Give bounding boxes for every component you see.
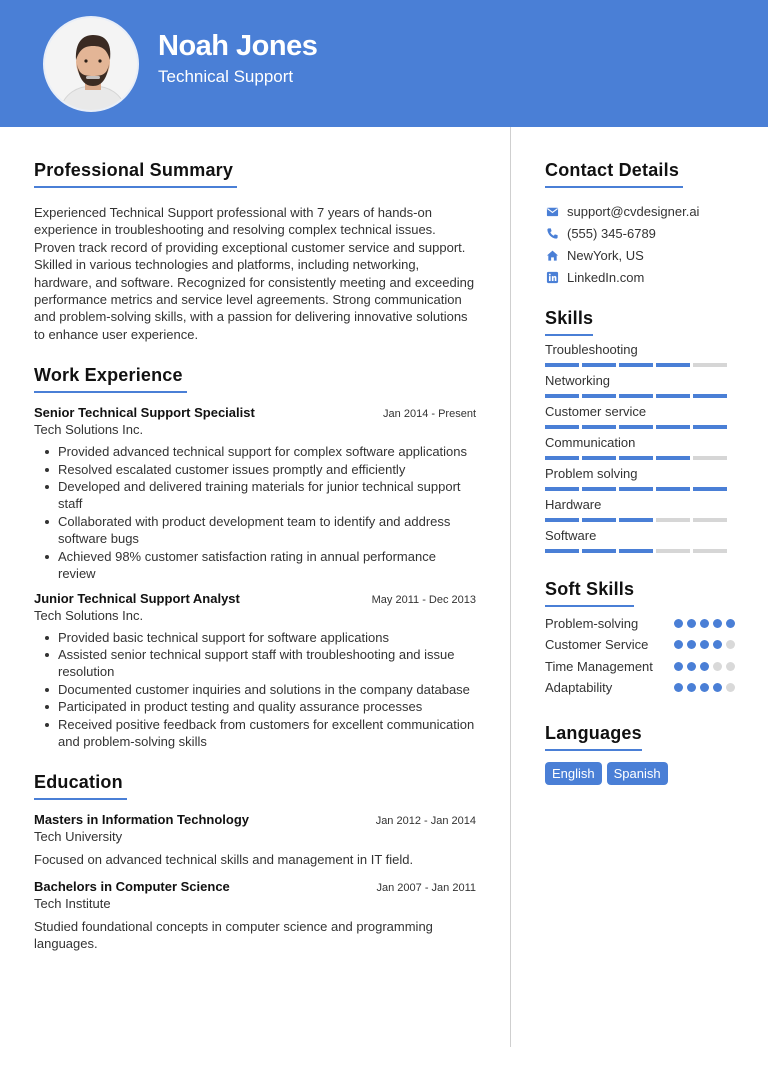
skill-item [545,528,735,553]
rating-dot [674,683,683,692]
skill-level-segment [619,487,653,491]
rating-dot [713,683,722,692]
contact-phone[interactable] [545,222,735,244]
rating-dot [726,662,735,671]
job-dates: May 2011 - Dec 2013 [371,593,476,606]
skill-item [545,342,735,367]
soft-skill-rating [674,679,735,692]
education-dates: Jan 2012 - Jan 2014 [375,815,476,828]
sidebar-column [545,160,735,785]
skill-level-bar [545,549,735,553]
job-bullets [34,629,476,751]
education-heading: Education [34,772,127,800]
language-tag: Spanish [607,762,668,785]
profile-avatar-icon [45,18,139,112]
bullet-item: Achieved 98% customer satisfaction rating in annual performance review [42,548,476,583]
skill-label: Communication [545,435,636,450]
soft-skill-rating [674,658,735,671]
bullet-item: Provided advanced technical support for complex software applications [42,443,476,460]
bullet-item: Assisted senior technical support staff with troubleshooting and issue resolution [42,646,476,681]
soft-skill-label: Time Management [545,658,653,674]
skill-level-segment [545,487,579,491]
skill-level-segment [545,549,579,553]
skill-level-segment [582,363,616,367]
rating-dot [713,619,722,628]
job-company: Tech Solutions Inc. [34,607,144,623]
skill-label: Networking [545,373,611,388]
phone-icon [545,226,559,240]
contact-section [545,160,735,288]
skill-level-segment [656,456,690,460]
skill-level-segment [545,456,579,460]
skill-level-segment [693,518,727,522]
job-bullets [34,443,476,582]
bullet-item: Participated in product testing and quality assurance processes [42,698,476,715]
soft-skills-heading: Soft Skills [545,579,634,607]
bullet-item: Documented customer inquiries and solutions in the company database [42,681,476,698]
skill-level-segment [582,518,616,522]
rating-dot [726,619,735,628]
skill-label: Hardware [545,497,602,512]
job-entry [34,405,476,582]
rating-dot [687,640,696,649]
main-column [34,160,476,953]
skill-level-segment [582,456,616,460]
skill-level-segment [693,487,727,491]
rating-dot [700,683,709,692]
skill-label: Problem solving [545,466,638,481]
bullet-item: Received positive feedback from customers for excellent communication and problem-solving skills [42,716,476,751]
education-description: Focused on advanced technical skills and management in IT field. [34,852,414,868]
job-dates: Jan 2014 - Present [383,408,476,421]
bullet-item: Resolved escalated customer issues promptly and efficiently [42,461,476,478]
contact-location-text: NewYork, US [567,247,644,263]
soft-skill-item [545,636,735,653]
bullet-item: Provided basic technical support for software applications [42,629,476,646]
rating-dot [687,619,696,628]
skill-level-bar [545,425,735,429]
skill-level-bar [545,363,735,367]
soft-skills-section [545,579,735,697]
skill-level-segment [656,518,690,522]
rating-dot [713,662,722,671]
skill-level-segment [582,549,616,553]
bullet-item: Collaborated with product development team to identify and address software bugs [42,513,476,548]
skill-level-segment [619,394,653,398]
education-section [34,772,476,952]
languages-heading: Languages [545,723,642,751]
contact-email[interactable] [545,200,735,222]
skill-item [545,404,735,429]
contact-phone-text: (555) 345-6789 [567,225,656,241]
rating-dot [700,662,709,671]
skill-level-segment [656,425,690,429]
bullet-item: Developed and delivered training materials for junior technical support staff [42,478,476,513]
skill-level-segment [619,456,653,460]
home-icon [545,248,559,262]
soft-skill-rating [674,615,735,628]
contact-location [545,244,735,266]
skill-level-segment [582,425,616,429]
rating-dot [726,683,735,692]
summary-text: Experienced Technical Support professional with 7 years of hands-on experience in troubleshooting and resolving complex technical issues. Proven track record of providing exceptional customer service and support. Skilled in various technologies and platforms, including networking, hardware, and software. Recognized for consistently meeting and exceeding performance metrics and service level agreements. Strong communication and problem-solving skills, with a passion for delivering innovative solutions to enhance user experience. [34,205,475,342]
skill-label: Customer service [545,404,647,419]
contact-heading: Contact Details [545,160,683,188]
degree-title: Bachelors in Computer Science [34,878,230,894]
skill-level-segment [693,394,727,398]
skill-level-segment [693,456,727,460]
rating-dot [674,619,683,628]
skills-heading: Skills [545,308,593,336]
header-banner [0,0,768,127]
candidate-title: Technical Support [158,67,294,86]
column-divider [510,127,511,1047]
skill-item [545,373,735,398]
contact-linkedin[interactable] [545,266,735,288]
rating-dot [687,683,696,692]
soft-skill-item [545,679,735,696]
skill-label: Software [545,528,597,543]
rating-dot [674,640,683,649]
education-entry [34,879,476,953]
skill-level-segment [693,425,727,429]
rating-dot [687,662,696,671]
skill-level-segment [619,363,653,367]
summary-heading: Professional Summary [34,160,237,188]
linkedin-icon [545,270,559,284]
education-description: Studied foundational concepts in computer science and programming languages. [34,918,433,952]
rating-dot [700,619,709,628]
rating-dot [700,640,709,649]
skill-level-segment [582,487,616,491]
job-title: Senior Technical Support Specialist [34,405,255,421]
skill-level-bar [545,456,735,460]
profile-photo [43,16,139,112]
skill-level-segment [619,425,653,429]
soft-skill-label: Adaptability [545,680,613,696]
skill-level-segment [619,549,653,553]
job-entry [34,591,476,751]
skill-level-segment [693,363,727,367]
skill-level-segment [545,394,579,398]
job-title: Junior Technical Support Analyst [34,590,240,606]
languages-section [545,723,735,785]
skill-level-bar [545,394,735,398]
candidate-name: Noah Jones [158,30,318,62]
skill-item [545,497,735,522]
degree-title: Masters in Information Technology [34,812,250,828]
education-entry [34,812,476,868]
skill-level-segment [582,394,616,398]
skill-level-segment [693,549,727,553]
skill-level-segment [656,363,690,367]
soft-skill-label: Customer Service [545,637,649,653]
summary-section [34,160,476,343]
experience-heading: Work Experience [34,365,187,393]
envelope-icon [545,204,559,218]
skill-level-segment [656,394,690,398]
skill-label: Troubleshooting [545,342,638,357]
education-dates: Jan 2007 - Jan 2011 [376,881,476,894]
skill-level-segment [656,549,690,553]
skill-level-segment [545,363,579,367]
contact-linkedin-text: LinkedIn.com [567,269,645,285]
skill-level-segment [545,425,579,429]
skill-level-bar [545,518,735,522]
job-company: Tech Solutions Inc. [34,422,144,438]
school-name: Tech Institute [34,895,111,911]
soft-skill-item [545,658,735,675]
school-name: Tech University [34,829,123,845]
skill-item [545,435,735,460]
language-tag: English [545,762,602,785]
rating-dot [726,640,735,649]
contact-email-text: support@cvdesigner.ai [567,203,700,219]
rating-dot [674,662,683,671]
skill-level-segment [656,487,690,491]
skill-level-segment [545,518,579,522]
skills-section [545,308,735,553]
skill-level-bar [545,487,735,491]
soft-skill-label: Problem-solving [545,616,639,631]
skill-level-segment [619,518,653,522]
rating-dot [713,640,722,649]
skill-item [545,466,735,491]
soft-skill-item [545,615,735,632]
soft-skill-rating [674,636,735,649]
experience-section [34,365,476,750]
